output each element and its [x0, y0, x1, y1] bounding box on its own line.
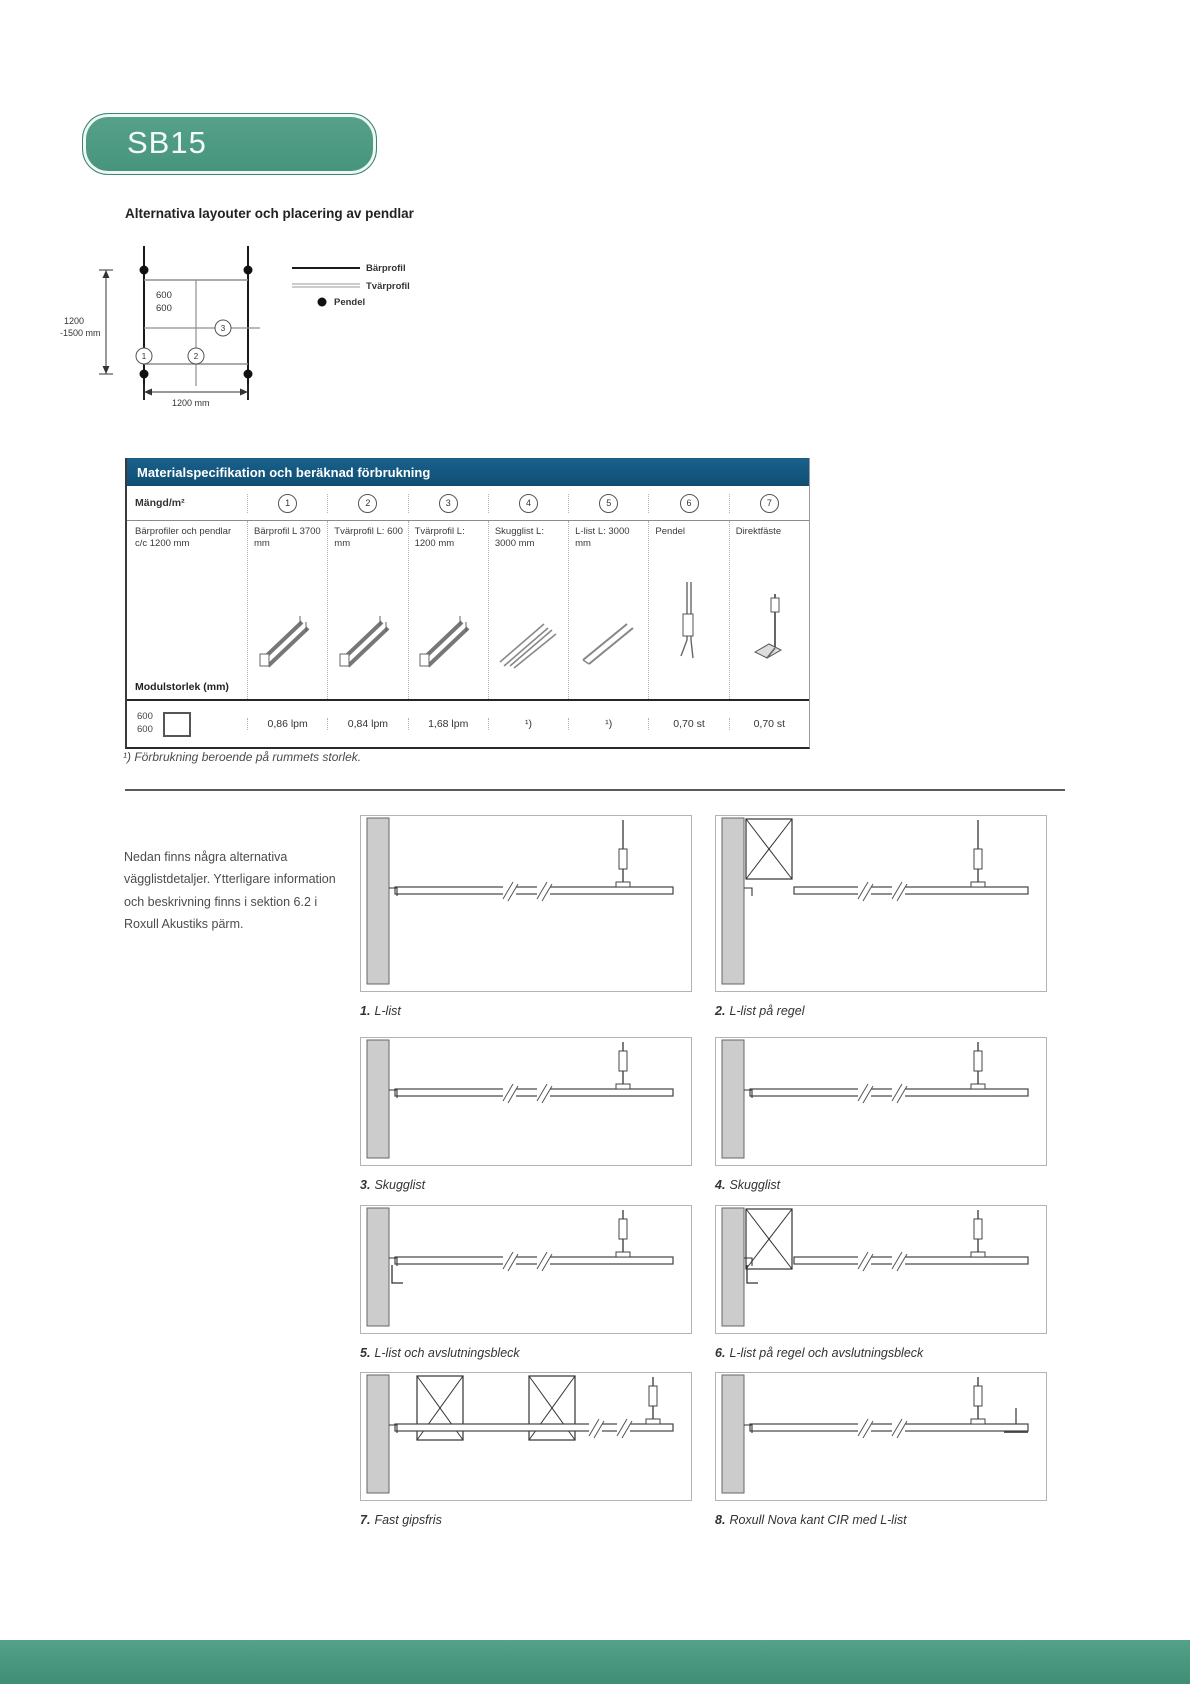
table-data-row: [127, 699, 809, 747]
figure-5: [360, 1205, 692, 1360]
col-number-4: 4: [488, 494, 568, 513]
col-number-2: 2: [327, 494, 407, 513]
section-tab: [82, 113, 377, 175]
legend-pendel-label: Pendel: [334, 297, 366, 308]
detail-drawing-7: [360, 1372, 692, 1501]
module-size-cell: [127, 711, 247, 737]
figure-2: [715, 815, 1047, 1018]
dimension-arrow: [240, 389, 248, 396]
dimension-arrow: [103, 366, 110, 374]
figure-6: [715, 1205, 1047, 1360]
product-llist: L-list L: 3000 mm: [568, 521, 648, 699]
figure-8-caption: 8. Roxull Nova kant CIR med L-list: [715, 1513, 907, 1527]
pendel-dot: [140, 370, 149, 379]
figure-1-caption: 1. L-list: [360, 1004, 401, 1018]
table-product-row: [127, 521, 809, 699]
value-tvarprofil-1200: 1,68 lpm: [408, 718, 488, 730]
detail-drawing-5: [360, 1205, 692, 1334]
product-barprofil: Bärprofil L 3700 mm: [247, 521, 327, 699]
value-direktfaste: 0,70 st: [729, 718, 809, 730]
detail-drawing-4: [715, 1037, 1047, 1166]
dim-left-2: -1500 mm: [60, 328, 101, 338]
intro-paragraph: Nedan finns några alternativa vägglistdetaljer. Ytterligare information och beskrivning finns i sektion 6.2 i Roxull Akustiks pärm.: [124, 850, 336, 931]
figure-7-caption: 7. Fast gipsfris: [360, 1513, 442, 1527]
table-footnote: ¹) Förbrukning beroende på rummets storlek.: [123, 750, 362, 764]
quantity-header: Mängd/m²: [135, 497, 185, 509]
product-tvarprofil-600: Tvärprofil L: 600 mm: [327, 521, 407, 699]
material-table: [125, 458, 810, 749]
pendel-dot: [244, 370, 253, 379]
col-number-3: 3: [408, 494, 488, 513]
product-pendel: Pendel: [648, 521, 728, 699]
col-number-6: 6: [648, 494, 728, 513]
col-number-5: 5: [568, 494, 648, 513]
row-label: Bärprofiler och pendlar c/c 1200 mm: [135, 526, 232, 550]
skugglist-illustration-icon: [496, 608, 560, 673]
value-tvarprofil-600: 0,84 lpm: [327, 718, 407, 730]
figure-3-caption: 3. Skugglist: [360, 1178, 426, 1192]
col-number-7: 7: [729, 494, 809, 513]
figure-4-caption: 4. Skugglist: [715, 1178, 781, 1192]
pendel-dot: [140, 266, 149, 275]
module-square-icon: [163, 712, 191, 737]
footer-bar: [0, 1640, 1190, 1684]
llist-illustration-icon: [577, 608, 641, 673]
figure-2-caption: 2. L-list på regel: [715, 1004, 805, 1018]
pendel-illustration-icon: [671, 580, 707, 673]
figure-1: [360, 815, 692, 1018]
value-pendel: 0,70 st: [648, 718, 728, 730]
dim-bottom: 1200 mm: [172, 398, 210, 408]
tvarprofil-1200-illustration-icon: [416, 608, 480, 673]
product-skugglist: Skugglist L: 3000 mm: [488, 521, 568, 699]
layout-diagram-svg: [60, 238, 430, 410]
marker-3: 3: [220, 324, 226, 333]
dim-left-1: 1200: [64, 316, 85, 326]
value-barprofil: 0,86 lpm: [247, 718, 327, 730]
detail-drawing-8: [715, 1372, 1047, 1501]
module-size-label: Modulstorlek (mm): [135, 681, 229, 693]
figure-8: [715, 1372, 1047, 1527]
legend-pendel-dot: [318, 298, 327, 307]
detail-drawing-2: [715, 815, 1047, 992]
detail-drawing-3: [360, 1037, 692, 1166]
tvarprofil-600-illustration-icon: [336, 608, 400, 673]
section-divider: [125, 789, 1065, 791]
detail-drawing-1: [360, 815, 692, 992]
module-depth-label: 600: [156, 303, 172, 314]
detail-drawing-6: [715, 1205, 1047, 1334]
row-label-cell: [127, 521, 247, 699]
figure-6-caption: 6. L-list på regel och avslutningsbleck: [715, 1346, 924, 1360]
barprofil-illustration-icon: [256, 608, 320, 673]
figure-3: [360, 1037, 692, 1192]
dimension-arrow: [144, 389, 152, 396]
figure-5-caption: 5. L-list och avslutningsbleck: [360, 1346, 520, 1360]
value-llist: ¹): [568, 718, 648, 730]
value-skugglist: ¹): [488, 718, 568, 730]
section-tab-label: SB15: [127, 125, 207, 160]
figure-7: [360, 1372, 692, 1527]
module-size-600b: 600: [137, 724, 153, 735]
figure-4: [715, 1037, 1047, 1192]
marker-2: 2: [193, 352, 199, 361]
direktfaste-illustration-icon: [745, 590, 793, 673]
legend-barprofil-label: Bärprofil: [366, 263, 406, 274]
product-tvarprofil-1200: Tvärprofil L: 1200 mm: [408, 521, 488, 699]
pendel-dot: [244, 266, 253, 275]
module-size-600a: 600: [137, 711, 153, 723]
layout-diagram: [60, 238, 430, 415]
table-quantity-row: [127, 486, 809, 521]
col-number-1: 1: [247, 494, 327, 513]
material-table-title: Materialspecifikation och beräknad förbrukning: [127, 458, 809, 486]
module-width-label: 600: [156, 290, 172, 301]
marker-1: 1: [141, 352, 147, 361]
product-direktfaste: Direktfäste: [729, 521, 809, 699]
legend-tvarprofil-label: Tvärprofil: [366, 281, 410, 292]
page-title: Alternativa layouter och placering av pendlar: [125, 206, 414, 221]
dimension-arrow: [103, 270, 110, 278]
